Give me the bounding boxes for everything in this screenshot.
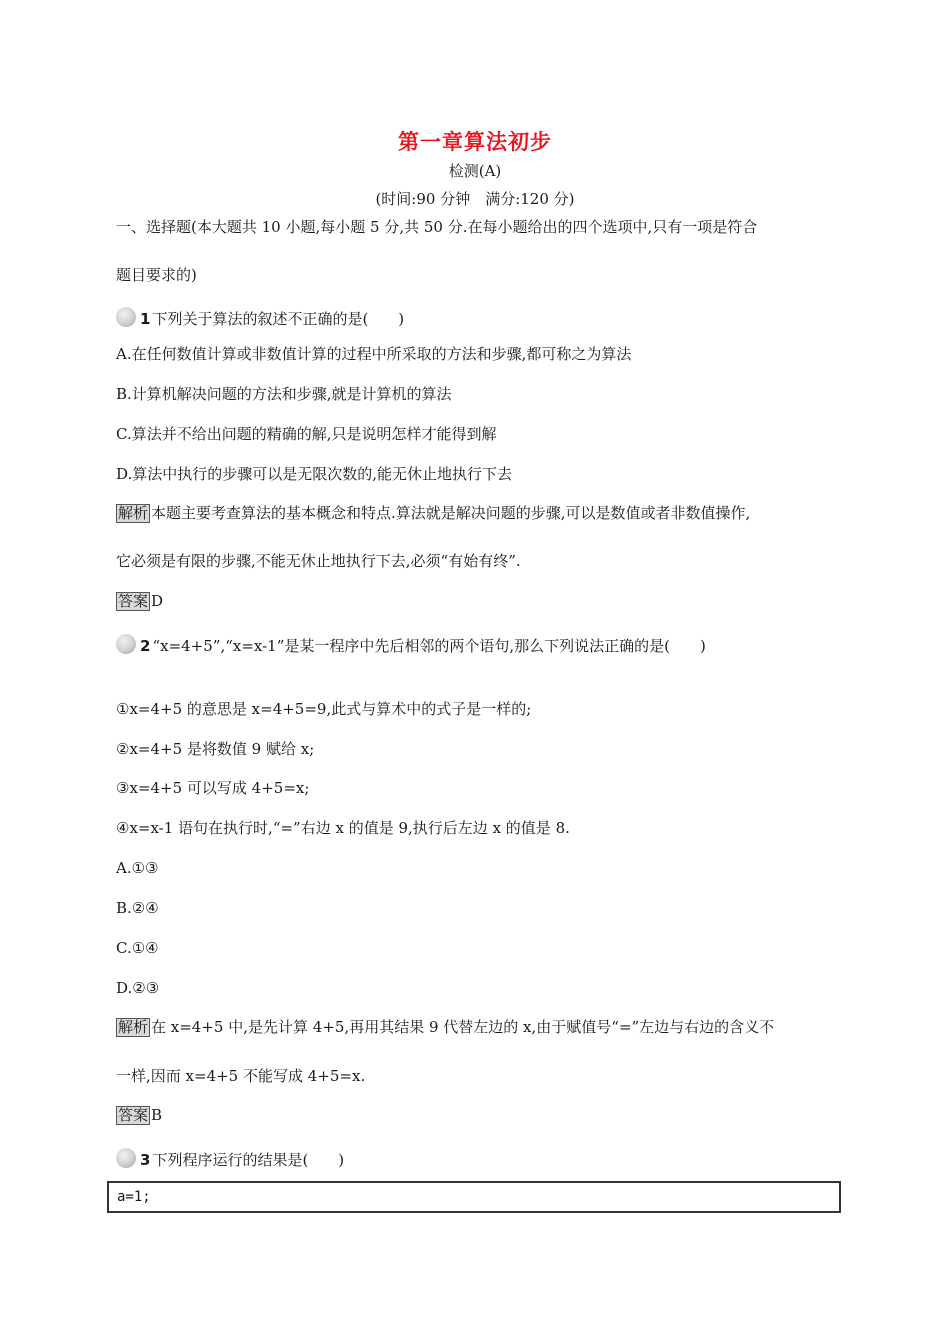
question-1-header [116,309,836,329]
q2-statement-1: ①x=4+5 的意思是 x=4+5=9,此式与算术中的式子是一样的; [116,700,532,718]
q2-option-c: C.①④ [116,939,159,957]
program-code-line: a=1; [117,1189,151,1205]
question-stem: 下列关于算法的叙述不正确的是( ) [152,310,405,328]
section-instructions-line2: 题目要求的) [116,266,197,284]
question-bullet-icon [116,307,136,327]
analysis-text: 本题主要考查算法的基本概念和特点.算法就是解决问题的步骤,可以是数值或者非数值操作, [151,504,751,522]
answer-value: B [151,1106,163,1124]
program-code-box [107,1181,841,1213]
question-number: 1 [140,310,151,328]
answer-label: 答案 [118,1106,149,1124]
section-instructions-line1: 一、选择题(本大题共 10 小题,每小题 5 分,共 50 分.在每小题给出的四个选项中,只有一项是符合 [116,218,758,236]
answer-label: 答案 [118,592,149,610]
question-2-header [116,636,836,656]
page-subtitle: 检测(A) [448,162,502,180]
q2-statement-2: ②x=4+5 是将数值 9 赋给 x; [116,740,315,758]
question-number: 2 [140,637,151,655]
question-stem: 下列程序运行的结果是( ) [152,1151,345,1169]
q2-option-b: B.②④ [116,899,159,917]
q2-analysis-line1 [116,1017,836,1037]
question-bullet-icon [116,634,136,654]
question-bullet-icon [116,1148,136,1168]
answer-value: D [151,592,164,610]
q2-answer [116,1105,836,1125]
q2-analysis-line2: 一样,因而 x=4+5 不能写成 4+5=x. [116,1067,366,1085]
q2-statement-3: ③x=4+5 可以写成 4+5=x; [116,779,310,797]
q1-option-c: C.算法并不给出问题的精确的解,只是说明怎样才能得到解 [116,425,497,443]
q2-statement-4: ④x=x-1 语句在执行时,“=”右边 x 的值是 9,执行后左边 x 的值是 8. [116,819,570,837]
q1-analysis-line1 [116,503,836,523]
question-3-header [116,1150,836,1170]
time-info: (时间:90 分钟 满分:120 分) [375,190,575,208]
analysis-text: 在 x=4+5 中,是先计算 4+5,再用其结果 9 代替左边的 x,由于赋值号“=”左边与右边的含义不 [151,1018,775,1036]
question-number: 3 [140,1151,151,1169]
q2-option-a: A.①③ [116,859,159,877]
analysis-label: 解析 [118,1018,149,1036]
q1-analysis-line2: 它必须是有限的步骤,不能无休止地执行下去,必须“有始有终”. [116,552,521,570]
q1-option-d: D.算法中执行的步骤可以是无限次数的,能无休止地执行下去 [116,465,513,483]
page-title: 第一章算法初步 [398,130,552,154]
q1-answer [116,591,836,611]
q1-option-a: A.在任何数值计算或非数值计算的过程中所采取的方法和步骤,都可称之为算法 [116,345,632,363]
q1-option-b: B.计算机解决问题的方法和步骤,就是计算机的算法 [116,385,452,403]
question-stem: “x=4+5”,“x=x-1”是某一程序中先后相邻的两个语句,那么下列说法正确的是( ) [152,637,706,655]
analysis-label: 解析 [118,504,149,522]
q2-option-d: D.②③ [116,979,160,997]
